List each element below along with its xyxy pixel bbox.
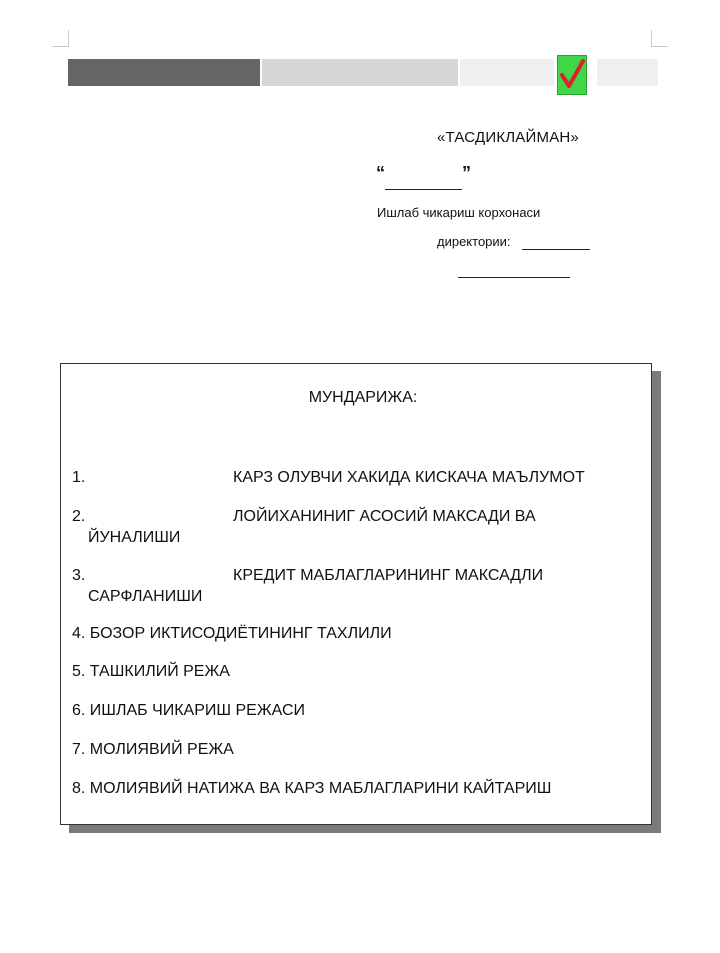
- crop-mark-left: [52, 30, 69, 47]
- contents-item-text: 5. ТАШКИЛИЙ РЕЖА: [72, 663, 230, 680]
- director-blank-line: [522, 249, 590, 250]
- contents-item-text: 8. МОЛИЯВИЙ НАТИЖА ВА КАРЗ МАБЛАГЛАРИНИ КАЙТАРИШ: [72, 780, 552, 797]
- header-bar-dark: [68, 59, 260, 86]
- company-label: Ишлаб чикариш корхонаси: [377, 205, 541, 220]
- header-bar-mid: [262, 59, 458, 86]
- date-blank-line: [385, 189, 462, 190]
- contents-item-continuation: САРФЛАНИШИ: [88, 588, 203, 605]
- contents-item-text: КАРЗ ОЛУВЧИ ХАКИДА КИСКАЧА МАЪЛУМОТ: [233, 469, 585, 486]
- header-bar-light: [460, 59, 554, 86]
- contents-item-text: 7. МОЛИЯВИЙ РЕЖА: [72, 741, 234, 758]
- contents-item-text: 6. ИШЛАБ ЧИКАРИШ РЕЖАСИ: [72, 702, 305, 719]
- contents-item-number: 3.: [72, 567, 86, 584]
- contents-item-number: 1.: [72, 469, 86, 486]
- quote-close: ”: [462, 163, 471, 183]
- approval-title: «ТАСДИКЛАЙМАН»: [437, 129, 579, 146]
- contents-item-text: КРЕДИТ МАБЛАГЛАРИНИНГ МАКСАДЛИ: [233, 567, 544, 584]
- signature-blank-line: [458, 277, 570, 278]
- header-bar-light-right: [597, 59, 658, 86]
- contents-item-text: 4. БОЗОР ИКТИСОДИЁТИНИНГ ТАХЛИЛИ: [72, 625, 392, 642]
- contents-title: МУНДАРИЖА:: [308, 389, 418, 406]
- quote-open: “: [376, 163, 385, 183]
- checkmark-icon: [557, 55, 587, 95]
- contents-box: [60, 363, 652, 825]
- contents-item-text: ЛОЙИХАНИНИГ АСОСИЙ МАКСАДИ ВА: [233, 508, 536, 525]
- crop-mark-right: [651, 30, 668, 47]
- director-label: директории:: [437, 234, 511, 249]
- contents-item-number: 2.: [72, 508, 86, 525]
- contents-item-continuation: ЙУНАЛИШИ: [88, 529, 181, 546]
